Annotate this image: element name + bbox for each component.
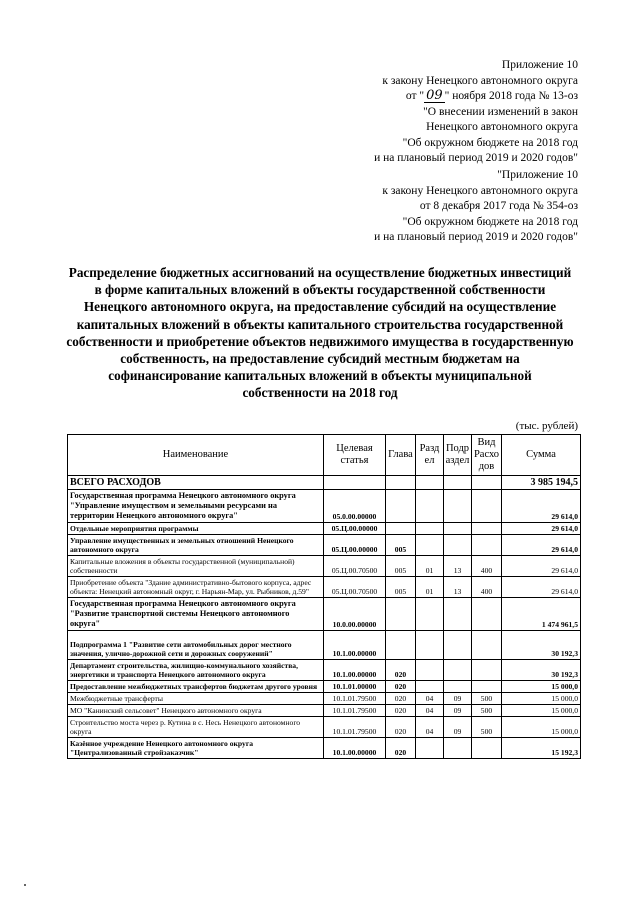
cell-name: Казённое учреждение Ненецкого автономного округа "Централизованный стройзаказчик" xyxy=(68,738,324,759)
cell-chapter: 005 xyxy=(386,535,416,556)
budget-table xyxy=(67,434,581,759)
title-line: софинансирование капитальных вложений в объекты муниципальной xyxy=(108,368,532,384)
table-row xyxy=(68,693,581,705)
title-line: капитальных вложений в объекты капитального строительства государственной xyxy=(76,316,564,332)
title-line: Распределение бюджетных ассигнований на осуществление бюджетных инвестиций xyxy=(68,265,572,280)
cell-subsection xyxy=(444,476,472,490)
table-row xyxy=(68,476,581,490)
cell-name: МО "Канинский сельсовет" Ненецкого автономного округа xyxy=(68,705,324,717)
cell-chapter: 020 xyxy=(386,705,416,717)
cell-subsection xyxy=(444,598,472,631)
cell-section xyxy=(416,598,444,631)
annex-line: "Об окружном бюджете на 2018 год xyxy=(402,136,578,149)
table-row xyxy=(68,523,581,535)
cell-target xyxy=(324,476,386,490)
table-row xyxy=(68,490,581,523)
cell-name: Приобретение объекта "Здание административно-бытового корпуса, адрес объекта: Ненецкий автономный округ, г. Нарьян-Мар, ул. Рыбников, д.59" xyxy=(68,577,324,598)
cell-expense-type: 500 xyxy=(472,693,502,705)
annex-header-original xyxy=(374,168,578,246)
cell-target: 10.1.01.79500 xyxy=(324,705,386,717)
header-section: Разд ел xyxy=(416,435,444,476)
cell-target: 10.1.01.00000 xyxy=(324,681,386,693)
header-amount: Сумма xyxy=(502,435,581,476)
cell-chapter: 020 xyxy=(386,693,416,705)
cell-amount: 1 474 961,5 xyxy=(502,598,581,631)
document-title xyxy=(60,264,580,402)
cell-name: Строительство моста через р. Кутина в с. Несь Ненецкого автономного округа xyxy=(68,717,324,738)
cell-amount: 29 614,0 xyxy=(502,577,581,598)
cell-amount: 15 000,0 xyxy=(502,717,581,738)
cell-chapter: 005 xyxy=(386,556,416,577)
cell-name: Отдельные мероприятия программы xyxy=(68,523,324,535)
table-row xyxy=(68,660,581,681)
cell-name: Предоставление межбюджетных трансфертов бюджетам другого уровня xyxy=(68,681,324,693)
cell-expense-type: 400 xyxy=(472,577,502,598)
cell-expense-type xyxy=(472,681,502,693)
cell-amount: 29 614,0 xyxy=(502,556,581,577)
table-row xyxy=(68,717,581,738)
header-subsection: Подр аздел xyxy=(444,435,472,476)
cell-target: 10.1.01.79500 xyxy=(324,717,386,738)
cell-expense-type xyxy=(472,631,502,660)
cell-amount: 29 614,0 xyxy=(502,523,581,535)
table-row xyxy=(68,705,581,717)
cell-subsection xyxy=(444,523,472,535)
handwritten-day: 09 xyxy=(426,88,443,103)
cell-section xyxy=(416,738,444,759)
table-row xyxy=(68,577,581,598)
annex-line: и на плановый период 2019 и 2020 годов" xyxy=(374,152,578,164)
title-line: собственности и приобретение объектов недвижимого имущества в государственную xyxy=(66,333,574,349)
cell-subsection: 09 xyxy=(444,717,472,738)
cell-expense-type xyxy=(472,490,502,523)
cell-section xyxy=(416,523,444,535)
cell-target: 05.Ц.00.70500 xyxy=(324,556,386,577)
annex-line: к закону Ненецкого автономного округа xyxy=(382,184,578,197)
cell-target: 10.1.00.00000 xyxy=(324,738,386,759)
cell-section xyxy=(416,681,444,693)
cell-section: 04 xyxy=(416,693,444,705)
cell-expense-type xyxy=(472,738,502,759)
cell-target: 10.0.00.00000 xyxy=(324,598,386,631)
cell-chapter xyxy=(386,490,416,523)
cell-expense-type xyxy=(472,476,502,490)
cell-section: 04 xyxy=(416,705,444,717)
annex-line: "О внесении изменений в закон xyxy=(423,105,578,118)
cell-section: 01 xyxy=(416,556,444,577)
cell-amount: 30 192,3 xyxy=(502,660,581,681)
cell-subsection xyxy=(444,631,472,660)
cell-subsection: 09 xyxy=(444,705,472,717)
cell-name: Межбюджетные трансферты xyxy=(68,693,324,705)
cell-chapter xyxy=(386,523,416,535)
cell-name: Государственная программа Ненецкого автономного округа "Развитие транспортной системы Ненецкого автономного округа" xyxy=(68,598,324,631)
title-line: собственность, на предоставление субсидий местным бюджетам на xyxy=(120,351,520,367)
cell-amount: 3 985 194,5 xyxy=(502,476,581,490)
table-row xyxy=(68,681,581,693)
cell-chapter: 020 xyxy=(386,738,416,759)
cell-expense-type: 400 xyxy=(472,556,502,577)
header-name: Наименование xyxy=(68,435,324,476)
cell-name: Департамент строительства, жилищно-коммунального хозяйства, энергетики и транспорта Ненецкого автономного округа xyxy=(68,660,324,681)
header-expense-type: Вид Расхо дов xyxy=(472,435,502,476)
annex-date-line: от " 09 " ноября 2018 года № 13-оз xyxy=(405,88,578,103)
table-row xyxy=(68,556,581,577)
cell-name: ВСЕГО РАСХОДОВ xyxy=(68,476,324,490)
title-line: в форме капитальных вложений в объекты государственной собственности xyxy=(94,282,546,298)
header-target: Целевая статья xyxy=(324,435,386,476)
cell-amount: 15 192,3 xyxy=(502,738,581,759)
cell-chapter: 020 xyxy=(386,717,416,738)
cell-section xyxy=(416,660,444,681)
cell-name: Капитальные вложения в объекты государственной (муниципальной) собственности xyxy=(68,556,324,577)
cell-section: 01 xyxy=(416,577,444,598)
cell-target: 05.Ц.00.70500 xyxy=(324,577,386,598)
cell-name: Государственная программа Ненецкого автономного округа "Управление имуществом и земельными ресурсами на территории Ненецкого автономного округа" xyxy=(68,490,324,523)
cell-amount: 15 000,0 xyxy=(502,681,581,693)
cell-subsection xyxy=(444,490,472,523)
cell-target: 10.1.00.00000 xyxy=(324,660,386,681)
header-chapter: Глава xyxy=(386,435,416,476)
cell-name: Управление имущественных и земельных отношений Ненецкого автономного округа xyxy=(68,535,324,556)
annex-line: Ненецкого автономного округа xyxy=(426,121,578,133)
cell-target: 05.Ц.00.00000 xyxy=(324,535,386,556)
annex-header-amending xyxy=(374,58,578,167)
cell-amount: 15 000,0 xyxy=(502,705,581,717)
title-line: Ненецкого автономного округа, на предоставление субсидий на осуществление xyxy=(83,299,557,315)
cell-target: 05.0.00.00000 xyxy=(324,490,386,523)
cell-chapter xyxy=(386,476,416,490)
cell-subsection: 09 xyxy=(444,693,472,705)
cell-chapter: 005 xyxy=(386,577,416,598)
cell-amount: 15 000,0 xyxy=(502,693,581,705)
annex-line: от 8 декабря 2017 года № 354-оз xyxy=(419,200,578,212)
cell-chapter xyxy=(386,631,416,660)
title-line: собственности на 2018 год xyxy=(242,385,398,401)
cell-expense-type xyxy=(472,598,502,631)
units-label: (тыс. рублей) xyxy=(515,420,578,432)
cell-expense-type xyxy=(472,523,502,535)
cell-subsection: 13 xyxy=(444,556,472,577)
cell-subsection xyxy=(444,738,472,759)
cell-expense-type xyxy=(472,535,502,556)
cell-amount: 29 614,0 xyxy=(502,490,581,523)
cell-section xyxy=(416,490,444,523)
cell-chapter: 020 xyxy=(386,660,416,681)
table-row xyxy=(68,738,581,759)
annex-line: к закону Ненецкого автономного округа xyxy=(382,74,578,87)
cell-target: 10.1.01.79500 xyxy=(324,693,386,705)
table-header-row xyxy=(68,435,581,476)
cell-expense-type: 500 xyxy=(472,705,502,717)
table-row xyxy=(68,631,581,660)
scan-speck xyxy=(24,884,26,886)
cell-section: 04 xyxy=(416,717,444,738)
cell-section xyxy=(416,476,444,490)
cell-subsection xyxy=(444,660,472,681)
annex-line: "Об окружном бюджете на 2018 год xyxy=(402,215,578,228)
cell-name: Подпрограмма 1 "Развитие сети автомобильных дорог местного значения, улично-дорожной сети и дорожных сооружений" xyxy=(68,631,324,660)
cell-section xyxy=(416,631,444,660)
cell-subsection xyxy=(444,535,472,556)
table-row xyxy=(68,598,581,631)
table-row xyxy=(68,535,581,556)
cell-section xyxy=(416,535,444,556)
cell-target: 05.Ц.00.00000 xyxy=(324,523,386,535)
cell-chapter: 020 xyxy=(386,681,416,693)
cell-expense-type xyxy=(472,660,502,681)
cell-expense-type: 500 xyxy=(472,717,502,738)
annex-line: и на плановый период 2019 и 2020 годов" xyxy=(374,231,578,243)
cell-subsection: 13 xyxy=(444,577,472,598)
cell-chapter xyxy=(386,598,416,631)
cell-amount: 29 614,0 xyxy=(502,535,581,556)
cell-subsection xyxy=(444,681,472,693)
cell-amount: 30 192,3 xyxy=(502,631,581,660)
annex-line: Приложение 10 xyxy=(501,59,578,71)
annex-line: "Приложение 10 xyxy=(497,169,578,181)
cell-target: 10.1.00.00000 xyxy=(324,631,386,660)
